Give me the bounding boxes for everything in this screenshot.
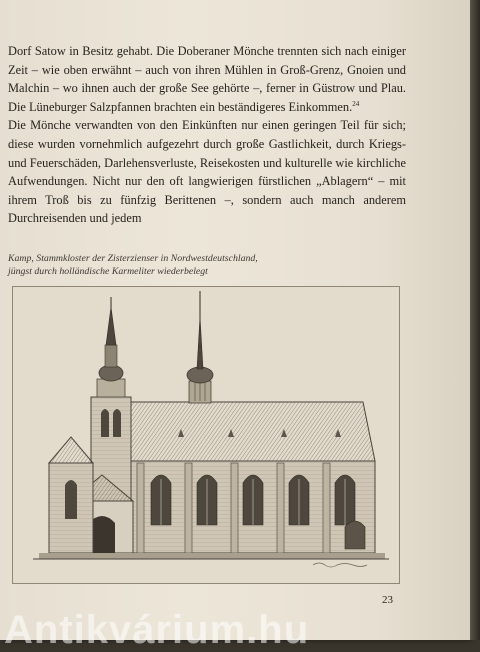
watermark: Antikvárium.hu — [4, 608, 310, 652]
footnote-marker: 24 — [352, 99, 360, 108]
paragraph-1 — [8, 42, 406, 116]
figure-caption — [8, 252, 388, 278]
page-number: 23 — [382, 594, 393, 606]
paragraph-2: Die Mönche verwandten von den Einkünften nur einen geringen Teil für sich; diese wurden vornehmlich aufgezehrt durch große Gastlichkeit, durch Kriegs- und Feuerschäden, Darlehensverluste, Reisekosten und kulturelle wie kirchliche Aufwendungen. Nicht nur den oft langwierigen fürstlichen „Ablagern“ – mit ihrem Troß bis zu fünfzig Berittenen –, sondern auch manch anderem Durchreisenden und jedem — [8, 118, 406, 226]
caption-line-1: Kamp, Stammkloster der Zisterzienser in Nordwestdeutschland, — [8, 253, 258, 264]
body-text — [8, 42, 406, 228]
paragraph-1-text: Dorf Satow in Besitz gehabt. Die Doberaner Mönche trennten sich nach einiger Zeit – wie oben erwähnt – auch von ihren Mühlen in Groß-Grenz, Gnoien und Malchin – wo ihnen auch der große See gehörte –, ferner in Güstrow und Plau. Die Lüneburger Salzpfannen brachten ein beständigeres Einkommen. — [8, 44, 406, 114]
caption-line-2: jüngst durch holländische Karmeliter wiederbelegt — [8, 266, 208, 277]
church-engraving — [12, 286, 400, 584]
book-edge — [470, 0, 480, 640]
